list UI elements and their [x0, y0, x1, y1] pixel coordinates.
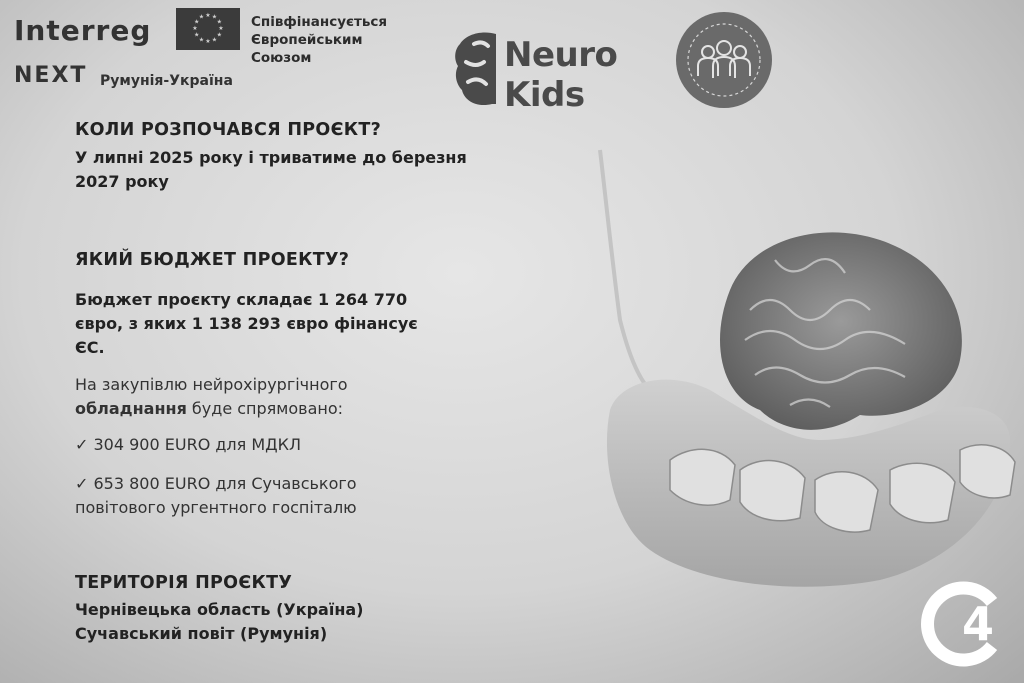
start-answer [75, 146, 467, 194]
svg-text:★: ★ [218, 25, 224, 32]
territory-answer [75, 598, 363, 646]
logo-line-neuro: Neuro [504, 35, 618, 75]
c4-logo [918, 578, 1010, 670]
budget-question: ЯКИЙ БЮДЖЕТ ПРОЕКТУ? [75, 250, 350, 270]
eu-line-1: Співфінансується [251, 14, 388, 30]
svg-text:★: ★ [198, 36, 205, 44]
svg-text:★: ★ [198, 13, 205, 21]
svg-text:★: ★ [216, 18, 222, 26]
bullet-line-1: 304 900 EURO для МДКЛ [93, 435, 302, 454]
interreg-logo: Interreg [14, 14, 152, 47]
hands-holding-brain-illustration [560, 140, 1024, 600]
start-answer-line-2: 2027 року [75, 172, 169, 191]
check-icon: ✓ [75, 474, 89, 493]
start-question: КОЛИ РОЗПОЧАВСЯ ПРОЄКТ? [75, 120, 382, 140]
bullet-item [75, 472, 357, 520]
budget-answer-line-3: ЄС. [75, 338, 105, 357]
logo-line-kids: Kids [504, 75, 585, 115]
svg-text:★: ★ [211, 36, 218, 44]
svg-text:★: ★ [205, 38, 211, 45]
region-label: Румунія-Україна [100, 73, 233, 89]
svg-text:★: ★ [194, 31, 200, 39]
eu-cofinance-text [251, 13, 387, 67]
svg-text:★: ★ [205, 12, 211, 19]
brain-icon [452, 28, 502, 110]
check-icon: ✓ [75, 435, 89, 454]
bullet-line-2: повітового ургентного госпіталю [75, 498, 357, 517]
budget-answer-line-1: Бюджет проєкту складає 1 264 770 [75, 290, 408, 309]
svg-text:★: ★ [192, 25, 198, 32]
svg-text:★: ★ [216, 31, 222, 39]
purchase-line-2 [75, 397, 348, 421]
next-label: NEXT [14, 63, 88, 88]
bullet-line-1: 653 800 EURO для Сучавського [93, 474, 357, 493]
territory-question: ТЕРИТОРІЯ ПРОЄКТУ [75, 573, 293, 593]
people-icon [676, 12, 772, 108]
c4-logo-digit: 4 [961, 597, 995, 651]
eu-line-3: Союзом [251, 50, 312, 66]
purchase-line-1: На закупівлю нейрохірургічного [75, 375, 348, 394]
budget-answer-line-2: євро, з яких 1 138 293 євро фінансує [75, 314, 418, 333]
purchase-bold-word: обладнання [75, 399, 187, 418]
neurokids-logo-text [504, 35, 617, 115]
purchase-rest: буде спрямовано: [186, 399, 344, 418]
territory-line-2: Сучавський повіт (Румунія) [75, 624, 328, 643]
svg-text:★: ★ [194, 18, 200, 26]
eu-line-2: Європейським [251, 32, 363, 48]
budget-answer [75, 288, 418, 360]
svg-text:★: ★ [211, 13, 218, 21]
start-answer-line-1: У липні 2025 року і триватиме до березня [75, 148, 467, 167]
eu-flag-icon [176, 8, 240, 50]
bullet-item [75, 433, 301, 457]
territory-line-1: Чернівецька область (Україна) [75, 600, 364, 619]
purchase-text [75, 373, 348, 421]
